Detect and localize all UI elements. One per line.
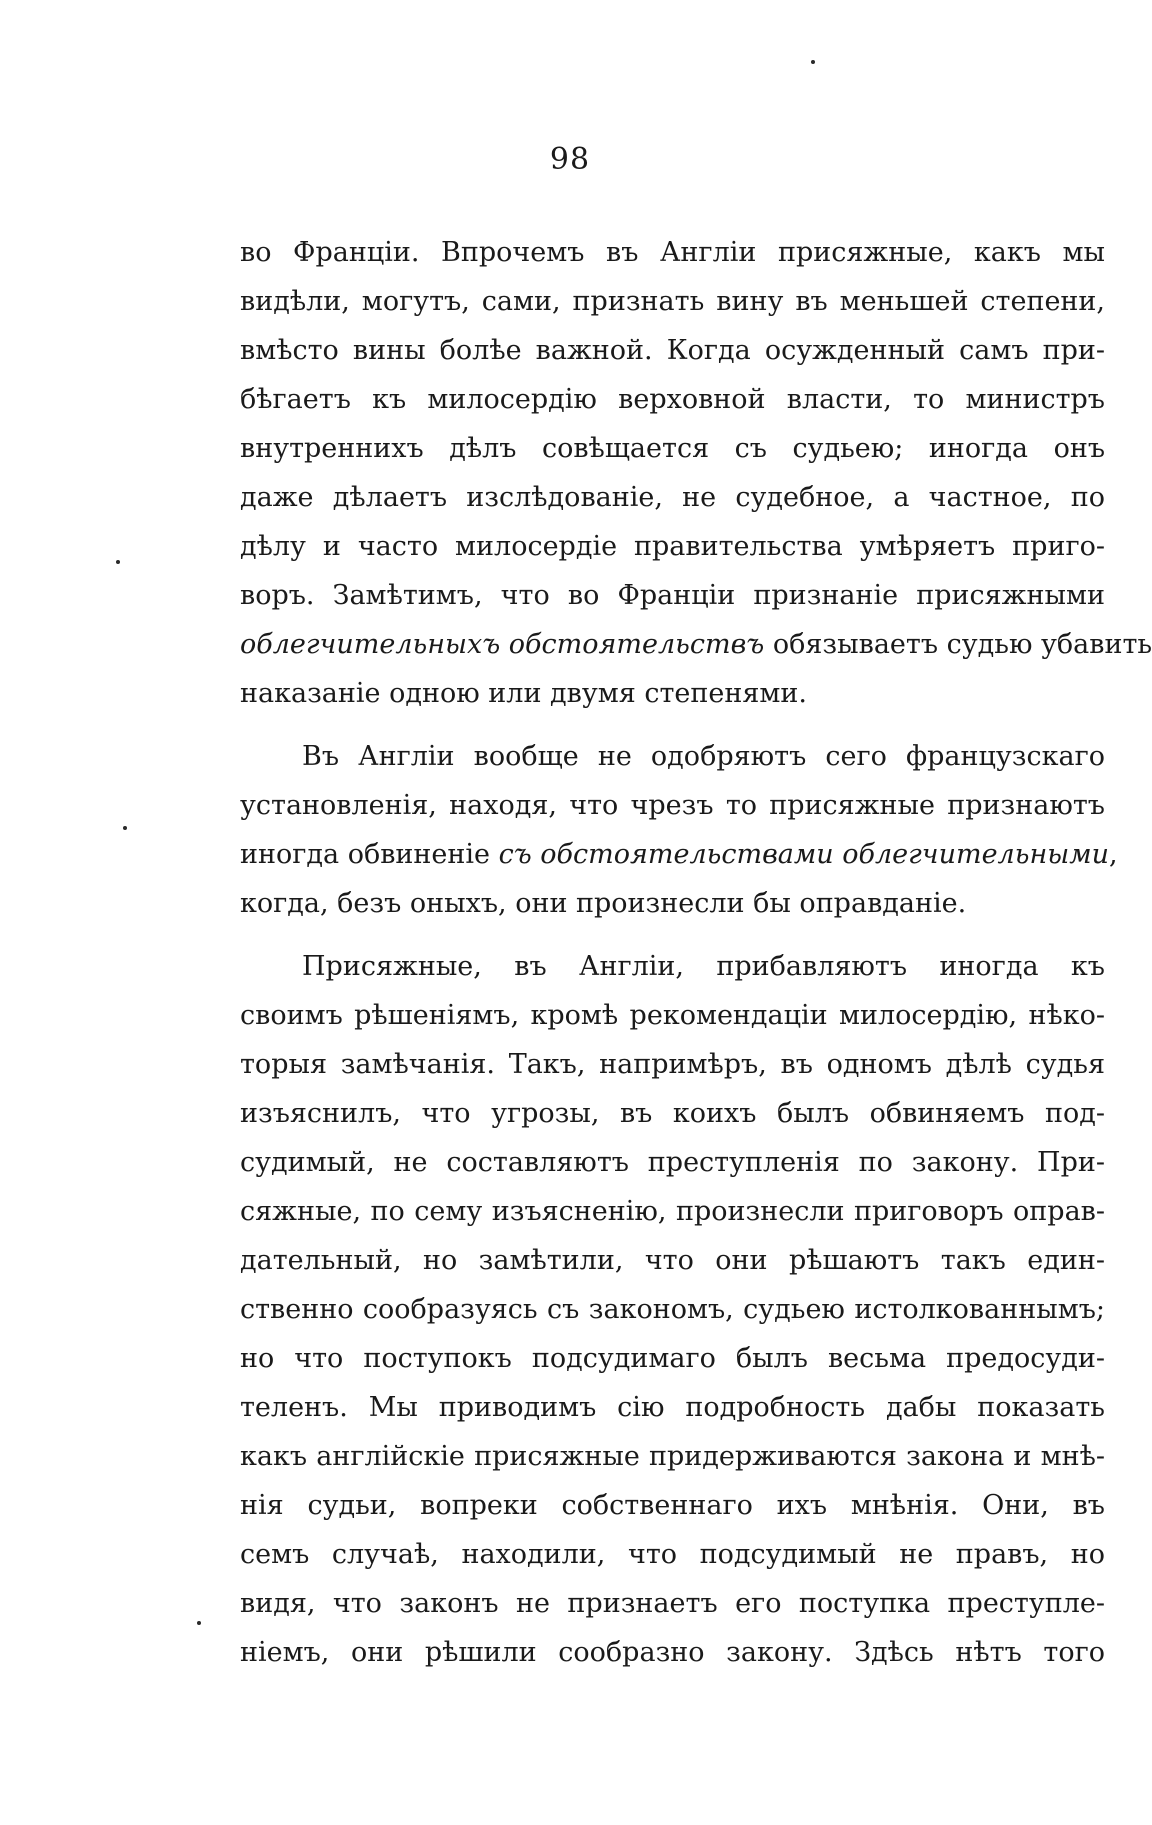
paragraph [240,942,1105,1677]
page-number: 98 [549,142,591,177]
paragraph-gap [240,718,1105,732]
text-line: ственно сообразуясь съ закономъ, судьею истолкованнымъ; [240,1294,1105,1325]
text-line: воръ. Замѣтимъ, что во Франціи признаніе присяжными [240,580,1105,611]
text-line: видя, что законъ не признаетъ его поступка преступле- [240,1588,1105,1619]
text-line: но что поступокъ подсудимаго былъ весьма предосуди- [240,1343,1105,1374]
text-line: изъяснилъ, что угрозы, въ коихъ былъ обвиняемъ под- [240,1098,1105,1129]
text-line: видѣли, могутъ, сами, признать вину въ меньшей степени, [240,286,1105,317]
speck-left-1 [116,560,120,564]
text-line: во Франціи. Впрочемъ въ Англіи присяжные, какъ мы [240,237,1105,268]
speck-top [811,60,815,64]
text-line: нія судьи, вопреки собственнаго ихъ мнѣнія. Они, въ [240,1490,1105,1521]
text-line: вмѣсто вины болѣе важной. Когда осужденный самъ при- [240,335,1105,366]
text-line: своимъ рѣшеніямъ, кромѣ рекомендаціи милосердію, нѣко- [240,1000,1105,1031]
text-line: Присяжные, въ Англіи, прибавляютъ иногда къ [302,951,1105,982]
text-line: ніемъ, они рѣшили сообразно закону. Здѣсь нѣтъ того [240,1637,1105,1668]
paragraph [240,732,1118,928]
italic-phrase: съ обстоятельствами облегчительными [498,839,1109,870]
text-line: даже дѣлаетъ изслѣдованіе, не судебное, а частное, по [240,482,1105,513]
text-line: бѣгаетъ къ милосердію верховной власти, то министръ [240,384,1105,415]
text-line: установленія, находя, что чрезъ то присяжные признаютъ [240,790,1105,821]
text-line: судимый, не составляютъ преступленія по закону. При- [240,1147,1105,1178]
speck-left-3 [197,1621,201,1625]
text-line: торыя замѣчанія. Такъ, напримѣръ, въ одномъ дѣлѣ судья [240,1049,1105,1080]
text-line: внутреннихъ дѣлъ совѣщается съ судьею; иногда онъ [240,433,1105,464]
paragraph-gap [240,928,1105,942]
body-text [240,228,1152,1677]
text-line: наказаніе одною или двумя степенями. [240,678,807,709]
speck-left-2 [123,826,127,830]
text-line: дательный, но замѣтили, что они рѣшаютъ такъ един- [240,1245,1105,1276]
text-line-italic: иногда обвиненіе съ обстоятельствами облегчительными, [240,839,1118,870]
text-line: сяжные, по сему изъясненію, произнесли приговоръ оправ- [240,1196,1105,1227]
text-line: теленъ. Мы приводимъ сію подробность дабы показать [240,1392,1105,1423]
text-line: какъ англійскіе присяжные придерживаются закона и мнѣ- [240,1441,1105,1472]
text-line: дѣлу и часто милосердіе правительства умѣряетъ приго- [240,531,1105,562]
paragraph [240,228,1152,718]
italic-phrase: облегчительныхъ обстоятельствъ [240,629,765,660]
text-line: когда, безъ оныхъ, они произнесли бы оправданіе. [240,888,967,919]
text-line: Въ Англіи вообще не одобряютъ сего французскаго [302,741,1105,772]
text-line: семъ случаѣ, находили, что подсудимый не правъ, но [240,1539,1105,1570]
text-line-italic: облегчительныхъ обстоятельствъ обязываетъ судью убавить [240,629,1152,660]
